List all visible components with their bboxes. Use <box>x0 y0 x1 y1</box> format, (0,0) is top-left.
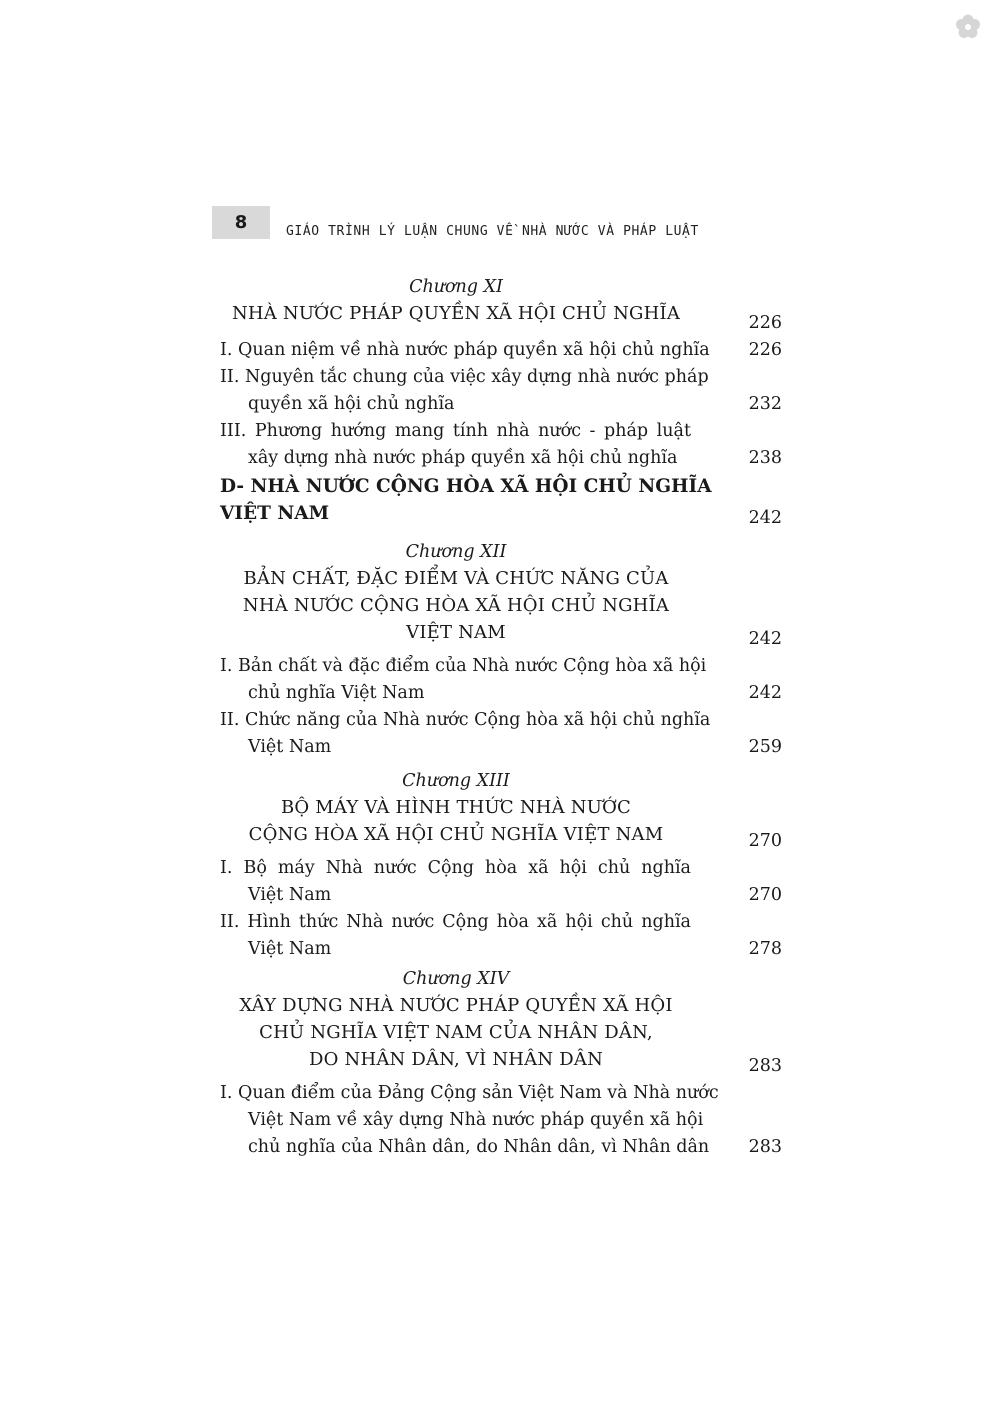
page-ref: 283 <box>748 1056 782 1076</box>
toc-entry: I. Bộ máy Nhà nước Cộng hòa xã hội chủ nghĩa <box>220 858 691 878</box>
toc-entry: I. Bản chất và đặc điểm của Nhà nước Cộng hòa xã hội <box>220 656 707 676</box>
toc-entry: III. Phương hướng mang tính nhà nước - pháp luật <box>220 421 691 441</box>
chapter-title: CHỦ NGHĨA VIỆT NAM CỦA NHÂN DÂN, <box>259 1022 653 1043</box>
flower-icon <box>953 12 983 42</box>
page-ref: 232 <box>748 394 782 414</box>
toc-entry: II. Nguyên tắc chung của việc xây dựng nhà nước pháp <box>220 367 709 387</box>
page-ref: 226 <box>748 313 782 333</box>
toc-entry: II. Hình thức Nhà nước Cộng hòa xã hội chủ nghĩa <box>220 912 691 932</box>
page-ref: 242 <box>748 629 782 649</box>
chapter-title: CỘNG HÒA XÃ HỘI CHỦ NGHĨA VIỆT NAM <box>248 824 664 845</box>
toc-entry: II. Chức năng của Nhà nước Cộng hòa xã hội chủ nghĩa <box>220 710 711 730</box>
toc-entry-cont: chủ nghĩa Việt Nam <box>248 683 425 703</box>
running-title: GIÁO TRÌNH LÝ LUẬN CHUNG VỀ NHÀ NƯỚC VÀ PHÁP LUẬT <box>286 224 699 239</box>
chapter-label: Chương XII <box>405 542 507 562</box>
page-ref: 270 <box>748 831 782 851</box>
chapter-title: DO NHÂN DÂN, VÌ NHÂN DÂN <box>308 1049 604 1070</box>
toc-entry-cont: Việt Nam về xây dựng Nhà nước pháp quyền xã hội <box>248 1110 704 1130</box>
page-ref: 242 <box>748 683 782 703</box>
page-ref: 259 <box>748 737 782 757</box>
page-ref: 226 <box>748 340 782 360</box>
chapter-title: BỘ MÁY VÀ HÌNH THỨC NHÀ NƯỚC <box>280 797 632 818</box>
page-ref: 242 <box>748 508 782 528</box>
chapter-label: Chương XIII <box>402 771 510 791</box>
part-heading: D- NHÀ NƯỚC CỘNG HÒA XÃ HỘI CHỦ NGHĨA <box>220 476 712 497</box>
page-number: 8 <box>212 206 270 239</box>
page-ref: 270 <box>748 885 782 905</box>
chapter-title: NHÀ NƯỚC PHÁP QUYỀN XÃ HỘI CHỦ NGHĨA <box>231 303 681 324</box>
chapter-title: VIỆT NAM <box>406 622 506 643</box>
chapter-title: NHÀ NƯỚC CỘNG HÒA XÃ HỘI CHỦ NGHĨA <box>242 595 670 616</box>
toc-entry-cont: Việt Nam <box>248 939 332 959</box>
chapter-label: Chương XI <box>409 277 503 297</box>
page-ref: 278 <box>748 939 782 959</box>
chapter-title: XÂY DỰNG NHÀ NƯỚC PHÁP QUYỀN XÃ HỘI <box>239 995 673 1016</box>
toc-entry-cont: chủ nghĩa của Nhân dân, do Nhân dân, vì Nhân dân <box>248 1137 710 1157</box>
part-heading-cont: VIỆT NAM <box>220 503 330 524</box>
chapter-label: Chương XIV <box>402 969 510 989</box>
chapter-title: BẢN CHẤT, ĐẶC ĐIỂM VÀ CHỨC NĂNG CỦA <box>243 568 669 589</box>
toc-entry-cont: quyền xã hội chủ nghĩa <box>248 394 455 414</box>
page-ref: 283 <box>748 1137 782 1157</box>
toc-entry: I. Quan điểm của Đảng Cộng sản Việt Nam và Nhà nước <box>220 1083 719 1103</box>
page-ref: 238 <box>748 448 782 468</box>
toc-entry-cont: Việt Nam <box>248 737 332 757</box>
toc-entry: I. Quan niệm về nhà nước pháp quyền xã hội chủ nghĩa <box>220 340 710 360</box>
toc-entry-cont: Việt Nam <box>248 885 332 905</box>
toc-entry-cont: xây dựng nhà nước pháp quyền xã hội chủ nghĩa <box>248 448 678 468</box>
